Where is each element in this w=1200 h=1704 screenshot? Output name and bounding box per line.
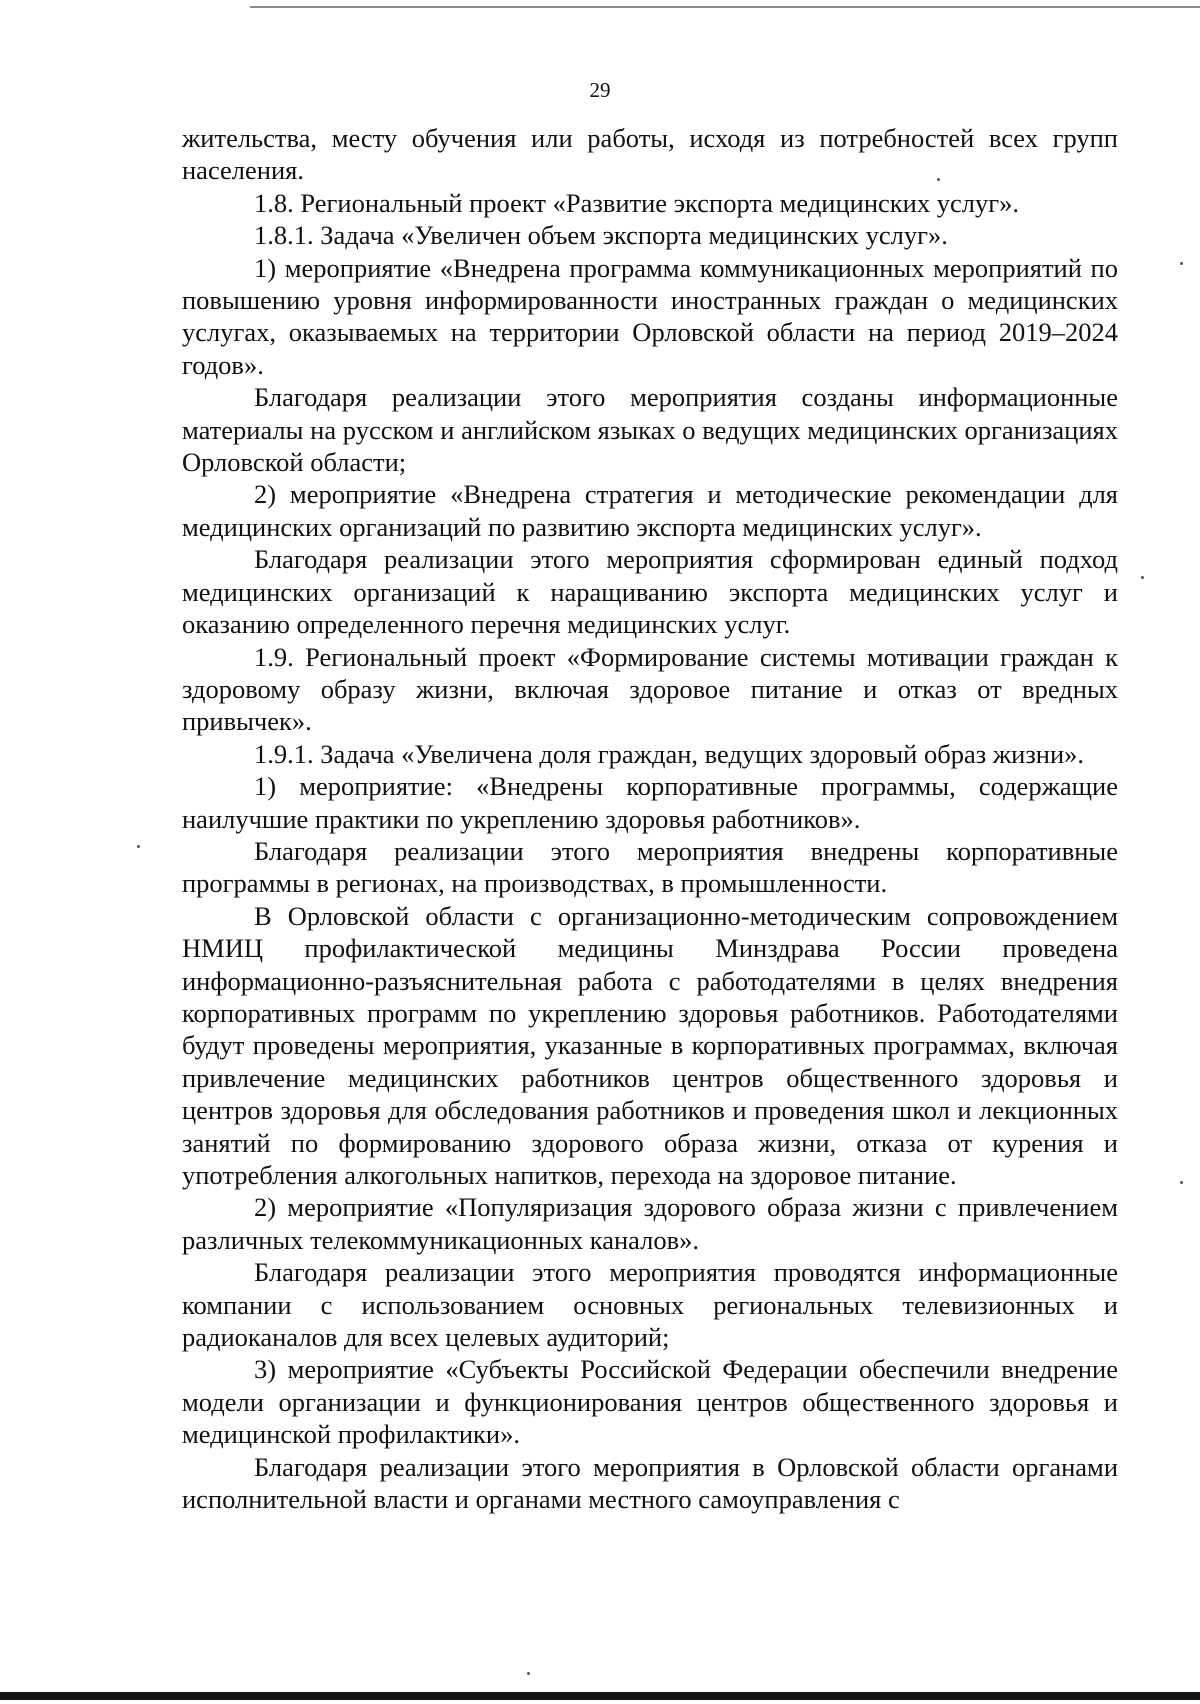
paragraph-7: Благодаря реализации этого мероприятия сформирован единый подход медицинских организаций к наращиванию экспорта медицинских услуг и оказанию определенного перечня медицинских услуг. bbox=[182, 544, 1118, 640]
paragraph-10: 1) мероприятие: «Внедрены корпоративные программы, содержащие наилучшие практики по укреплению здоровья работников». bbox=[182, 771, 1118, 834]
scan-speck bbox=[1141, 576, 1144, 579]
paragraph-15: 3) мероприятие «Субъекты Российской Федерации обеспечили внедрение модели организации и функционирования центров общественного здоровья и медицинской профилактики». bbox=[182, 1354, 1118, 1450]
paragraph-12: В Орловской области с организационно-методическим сопровождением НМИЦ профилактической медицины Минздрава России проведена информационно-разъяснительная работа с работодателями в целях внедрения корпоративных программ по укреплению здоровья работников. Работодателями будут проведены мероприятия, указанные в корпоративных программах, включая привлечение медицинских работников центров общественного здоровья и центров здоровья для обследования работников и проведения школ и лекционных занятий по формированию здорового образа жизни, отказа от курения и употребления алкогольных напитков, перехода на здоровое питание. bbox=[182, 900, 1118, 1190]
paragraph-14: Благодаря реализации этого мероприятия проводятся информационные компании с использованием основных региональных телевизионных и радиоканалов для всех целевых аудиторий; bbox=[182, 1257, 1118, 1353]
document-body bbox=[182, 122, 1118, 1515]
scan-speck bbox=[1180, 262, 1183, 265]
paragraph-1: жительства, месту обучения или работы, исходя из потребностей всех групп населения. bbox=[182, 123, 1118, 186]
paragraph-11: Благодаря реализации этого мероприятия внедрены корпоративные программы в регионах, на производствах, в промышленности. bbox=[182, 835, 1118, 899]
paragraph-2: 1.8. Региональный проект «Развитие экспорта медицинских услуг». bbox=[254, 187, 1019, 218]
scan-edge-top bbox=[250, 6, 1200, 8]
page-number: 29 bbox=[589, 78, 611, 102]
scan-speck bbox=[1180, 1181, 1183, 1184]
paragraph-5: Благодаря реализации этого мероприятия созданы информационные материалы на русском и английском языках о ведущих медицинских организациях Орловской области; bbox=[182, 382, 1118, 478]
scan-speck bbox=[527, 1672, 530, 1675]
scan-speck bbox=[937, 178, 940, 181]
paragraph-4: 1) мероприятие «Внедрена программа коммуникационных мероприятий по повышению уровня информированности иностранных граждан о медицинских услугах, оказываемых на территории Орловской области на период 2019–2024 годов». bbox=[182, 252, 1118, 380]
paragraph-8: 1.9. Региональный проект «Формирование системы мотивации граждан к здоровому образу жизни, включая здоровое питание и отказ от вредных привычек». bbox=[182, 641, 1118, 737]
paragraph-13: 2) мероприятие «Популяризация здорового образа жизни с привлечением различных телекоммуникационных каналов». bbox=[182, 1192, 1118, 1255]
paragraph-3: 1.8.1. Задача «Увеличен объем экспорта медицинских услуг». bbox=[254, 220, 948, 251]
scan-speck bbox=[137, 845, 140, 848]
paragraph-6: 2) мероприятие «Внедрена стратегия и методические рекомендации для медицинских организаций по развитию экспорта медицинских услуг». bbox=[182, 479, 1118, 542]
scan-edge-bottom bbox=[0, 1692, 1200, 1700]
paragraph-9: 1.9.1. Задача «Увеличена доля граждан, ведущих здоровый образ жизни». bbox=[254, 738, 1085, 769]
paragraph-16: Благодаря реализации этого мероприятия в Орловской области органами исполнительной власти и органами местного самоуправления с bbox=[182, 1451, 1118, 1515]
